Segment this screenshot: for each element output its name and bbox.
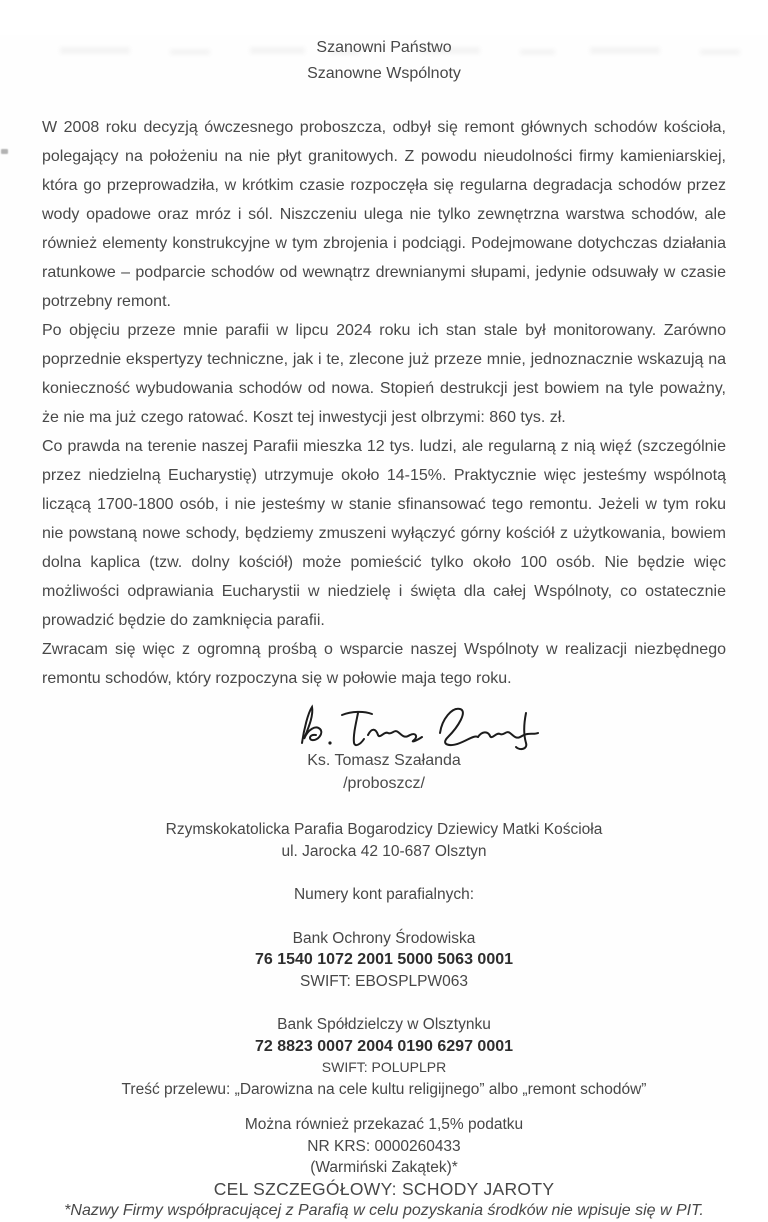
krs-number: NR KRS: 0000260433 — [307, 1137, 461, 1155]
signatory-title: /proboszcz/ — [343, 775, 425, 792]
signatory-name: Ks. Tomasz Szałanda — [307, 752, 461, 769]
tax-donation-line: Można również przekazać 1,5% podatku — [244, 1116, 524, 1133]
parish-name: Rzymskokatolicka Parafia Bogarodzicy Dziewicy Matki Kościoła — [165, 821, 603, 838]
bank-2-name: Bank Spółdzielczy w Olsztynku — [277, 1016, 491, 1033]
pit-footnote: *Nazwy Firmy współpracującej z Parafią w celu pozyskania środków nie wpisuje się w PIT. — [64, 1202, 704, 1219]
bank-1-iban: 76 1540 1072 2001 5000 5063 0001 — [254, 951, 514, 968]
parish-address: ul. Jarocka 42 10-687 Olsztyn — [281, 842, 487, 860]
bank-2-swift: SWIFT: POLUPLPR — [321, 1059, 447, 1075]
bank-1-name: Bank Ochrony Środowiska — [292, 929, 476, 947]
paragraph-parish-situation: Co prawda na terenie naszej Parafii mieszka 12 tys. ludzi, ale regularną z nią więź (szczególnie przez niedzielną Eucharystię) utrzymuje około 14-15%. Praktycznie więc jesteśmy wspólnotą liczącą 1700-1800 osób, i nie jesteśmy w stanie sfinansować tego remontu. Jeżeli w tym roku nie powstaną nowe schody, będziemy zmuszeni wyłączyć górny kościół z użytkowania, bowiem dolna kaplica (tzw. dolny kościół) może pomieścić tylko około 100 osób. Nie będzie więc możliwości odprawiania Eucharystii w niedzielę i święta dla całej Wspólnoty, co ostatecznie prowadzić będzie do zamknięcia parafii. — [42, 438, 726, 629]
bank-1-swift: SWIFT: EBOSPLPW063 — [300, 972, 468, 990]
handwritten-signature — [290, 699, 540, 753]
bank-2-iban: 72 8823 0007 2004 0190 6297 0001 — [254, 1037, 514, 1055]
salutation-line-2: Szanowne Wspólnoty — [307, 65, 461, 82]
paragraph-renovation-history: W 2008 roku decyzją ówczesnego proboszcza, odbył się remont głównych schodów kościoła, polegający na położeniu na nie płyt granitowych. Z powodu nieudolności firmy kamieniarskiej, która go przeprowadziła, w krótkim czasie rozpoczęła się regularna degradacja schodów przez wody opadowe oraz mróz i sól. Niszczeniu ulega nie tylko zewnętrzna warstwa schodów, ale również elementy konstrukcyjne w tym zbrojenia i podciągi. Podejmowane dotychczas działania ratunkowe – podparcie schodów od wewnątrz drewnianymi słupami, jedynie odsuwały w czasie potrzebny remont. — [42, 119, 726, 310]
transfer-title-note: Treść przelewu: „Darowizna na cele kultu religijnego” albo „remont schodów” — [121, 1080, 647, 1098]
paragraph-appeal: Zwracam się więc z ogromną prośbą o wsparcie naszej Wspólnoty w realizacji niezbędnego remontu schodów, który rozpoczyna się w połowie maja tego roku. — [42, 641, 726, 687]
organization-name: (Warmiński Zakątek)* — [310, 1159, 458, 1176]
scan-speck — [1, 149, 8, 154]
salutation-line-1: Szanowni Państwo — [316, 39, 452, 56]
accounts-heading: Numery kont parafialnych: — [293, 886, 475, 903]
salutation — [0, 35, 768, 87]
paragraph-expert-assessment: Po objęciu przeze mnie parafii w lipcu 2024 roku ich stan stale był monitorowany. Zarówno poprzednie ekspertyzy techniczne, jak i te, zlecone już przeze mnie, jednoznacznie wskazują na konieczność wybudowania schodów od nowa. Stopień destrukcji jest bowiem na tyle poważny, że nie ma już czego ratować. Koszt tej inwestycji jest olbrzymi: 860 tys. zł. — [42, 322, 726, 426]
specific-goal: CEL SZCZEGÓŁOWY: SCHODY JAROTY — [213, 1178, 555, 1199]
letter-body — [42, 113, 726, 693]
signature-block — [0, 699, 768, 795]
parish-info-block — [0, 819, 768, 1222]
scanned-letter-page — [0, 35, 768, 1219]
